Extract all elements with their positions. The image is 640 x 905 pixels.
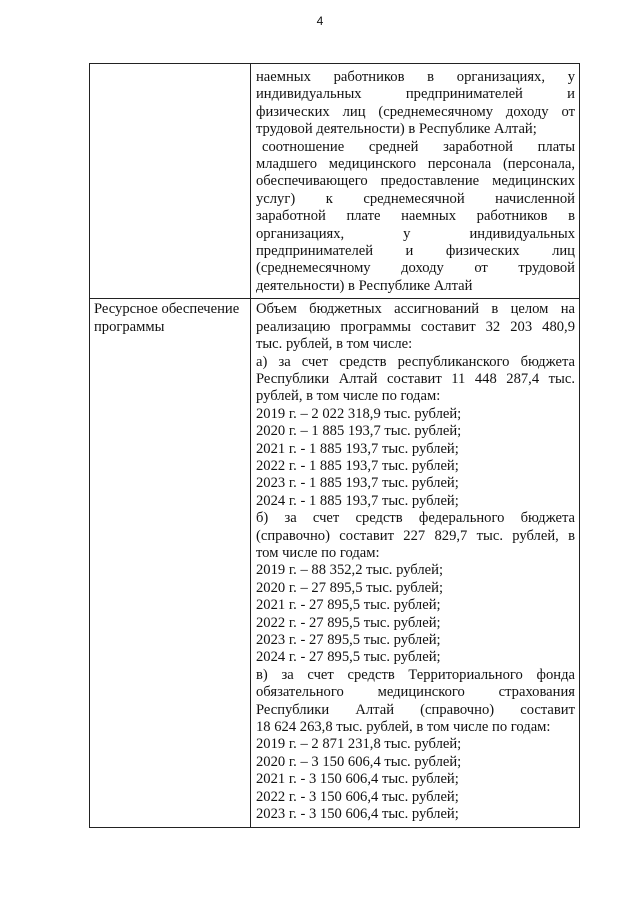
text-line: 2024 г. - 1 885 193,7 тыс. рублей; — [256, 492, 459, 509]
text-line: реализацию программы составит 32 203 480,9 — [256, 318, 575, 335]
text-line: организациях, у индивидуальных — [256, 225, 575, 242]
text-line: 2022 г. - 3 150 606,4 тыс. рублей; — [256, 788, 459, 805]
text-line: (среднемесячному доходу от трудовой — [256, 260, 575, 277]
page-number: 4 — [316, 14, 324, 28]
text-line: наемных работников в организациях, у — [256, 69, 575, 85]
row-label — [90, 64, 250, 72]
program-passport-table — [89, 63, 580, 828]
text-line: 2023 г. - 3 150 606,4 тыс. рублей; — [256, 806, 459, 823]
text-line: 2023 г. - 1 885 193,7 тыс. рублей; — [256, 475, 459, 492]
text-line: 2019 г. – 2 022 318,9 тыс. рублей; — [256, 405, 462, 422]
text-line: 2021 г. - 1 885 193,7 тыс. рублей; — [256, 440, 459, 457]
text-line: 2020 г. – 3 150 606,4 тыс. рублей; — [256, 753, 462, 770]
row-content — [251, 64, 579, 298]
text-line: Объем бюджетных ассигнований в целом на — [256, 301, 575, 318]
text-line: 2021 г. - 27 895,5 тыс. рублей; — [256, 597, 441, 614]
label-line: программы — [94, 318, 165, 335]
text-line: 2020 г. – 27 895,5 тыс. рублей; — [256, 579, 443, 596]
text-line: рублей, в том числе по годам: — [256, 388, 441, 405]
text-line: том числе по годам: — [256, 544, 380, 561]
text-line: обязательного медицинского страхования — [256, 684, 575, 701]
text-line: Республики Алтай (справочно) составит — [256, 701, 575, 718]
text-line: Республики Алтай составит 11 448 287,4 тыс. — [256, 370, 575, 387]
row-content-cell — [251, 299, 580, 828]
text-line: 2022 г. - 1 885 193,7 тыс. рублей; — [256, 457, 459, 474]
text-line: 2020 г. – 1 885 193,7 тыс. рублей; — [256, 423, 462, 440]
text-line: в) за счет средств Территориального фонда — [256, 666, 575, 683]
text-line: обеспечивающего предоставление медицинских — [256, 173, 575, 190]
text-line: заработной плате наемных работников в — [256, 208, 575, 225]
text-line: 2019 г. – 88 352,2 тыс. рублей; — [256, 562, 443, 579]
text-line: 2024 г. - 27 895,5 тыс. рублей; — [256, 649, 441, 666]
text-line: предпринимателей и физических лиц — [256, 243, 575, 260]
table-row — [90, 64, 580, 299]
row-label — [90, 299, 250, 336]
row-label-cell — [90, 299, 251, 828]
text-line: б) за счет средств федерального бюджета — [256, 510, 575, 527]
text-line: 2022 г. - 27 895,5 тыс. рублей; — [256, 614, 441, 631]
text-line: услуг) к среднемесячной начисленной — [256, 190, 575, 207]
text-line: физических лиц (среднемесячному доходу от — [256, 103, 575, 120]
text-line: 18 624 263,8 тыс. рублей, в том числе по годам: — [256, 719, 551, 736]
text-line: 2019 г. – 2 871 231,8 тыс. рублей; — [256, 736, 462, 753]
text-line: 2021 г. - 3 150 606,4 тыс. рублей; — [256, 771, 459, 788]
text-line: а) за счет средств республиканского бюджета — [256, 353, 575, 370]
text-line: соотношение средней заработной платы — [262, 138, 575, 155]
text-line: (справочно) составит 227 829,7 тыс. рублей, в — [256, 527, 575, 544]
text-line: индивидуальных предпринимателей и — [256, 86, 575, 103]
row-content — [251, 299, 579, 827]
label-line: Ресурсное обеспечение — [94, 301, 240, 318]
text-line: трудовой деятельности) в Республике Алтай; — [256, 121, 537, 138]
row-label-cell — [90, 64, 251, 299]
text-line: тыс. рублей, в том числе: — [256, 336, 413, 353]
text-line: деятельности) в Республике Алтай — [256, 277, 473, 294]
row-content-cell — [251, 64, 580, 299]
text-line: 2023 г. - 27 895,5 тыс. рублей; — [256, 632, 441, 648]
table-row — [90, 299, 580, 828]
text-line: младшего медицинского персонала (персонала, — [256, 156, 575, 173]
